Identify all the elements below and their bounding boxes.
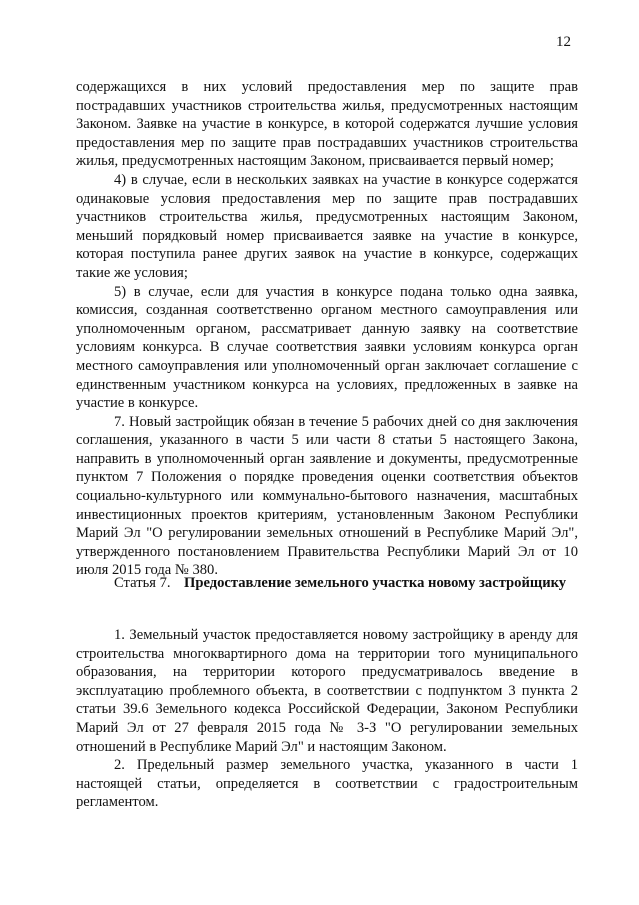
article-part-2: 2. Предельный размер земельного участка, указанного в части 1 настоящей статьи, определяется в соответствии с градостроительным регламентом. bbox=[76, 757, 578, 811]
article-heading bbox=[114, 574, 578, 593]
paragraph-continuation: содержащихся в них условий предоставления мер по защите прав пострадавших участников строительства жилья, предусмотренных настоящим Законом. Заявке на участие в конкурсе, в которой содержатся лучшие условия предоставления мер по защите прав пострадавших участников строительства жилья, предусмотренных настоящим Законом, присваивается первый номер; bbox=[76, 79, 578, 170]
article-part-1: 1. Земельный участок предоставляется новому застройщику в аренду для строительства многоквартирного дома на территории того муниципального образования, на территории которого предусматривалось введение в эксплуатацию проблемного объекта, в соответствии с подпунктом 3 пункта 2 статьи 39.6 Земельного кодекса Российской Федерации, Законом Республики Марий Эл от 27 февраля 2015 года № 3-З "О регулировании земельных отношений в Республике Марий Эл" и настоящим Законом. bbox=[76, 627, 578, 755]
page-number: 12 bbox=[556, 34, 571, 50]
article-body bbox=[76, 626, 578, 812]
paragraph-item-5: 5) в случае, если для участия в конкурсе подана только одна заявка, комиссия, созданная соответственно органом местного самоуправления или уполномоченным органом, рассматривает данную заявку на соответствие условиям конкурса. В случае соответствия заявки условиям конкурса орган местного самоуправления или уполномоченный орган заключает соглашение с единственным участником конкурса на условиях, предложенных в заявке на участие в конкурсе. bbox=[76, 283, 578, 412]
document-body bbox=[76, 78, 578, 580]
article-title: Предоставление земельного участка новому застройщику bbox=[184, 575, 567, 591]
article-label: Статья 7. bbox=[114, 575, 171, 591]
paragraph-part-7: 7. Новый застройщик обязан в течение 5 рабочих дней со дня заключения соглашения, указанного в части 5 или части 8 статьи 5 настоящего Закона, направить в уполномоченный орган заявление и документы, предусмотренные пунктом 7 Положения о порядке проведения оценки соответствия объектов социально-культурного или коммунально-бытового назначения, масштабных инвестиционных проектов критериям, установленным Законом Республики Марий Эл "О регулировании земельных отношений в Республике Марий Эл", утвержденного постановлением Правительства Республики Марий Эл от 10 июля 2015 года № 380. bbox=[76, 413, 578, 579]
paragraph-item-4: 4) в случае, если в нескольких заявках на участие в конкурсе содержатся одинаковые условия предоставления мер по защите прав пострадавших участников строительства жилья, предусмотренных настоящим Законом, меньший порядковый номер присваивается заявке на участие в конкурсе, которая поступила ранее других заявок на участие в конкурсе, содержащих такие же условия; bbox=[76, 171, 578, 281]
